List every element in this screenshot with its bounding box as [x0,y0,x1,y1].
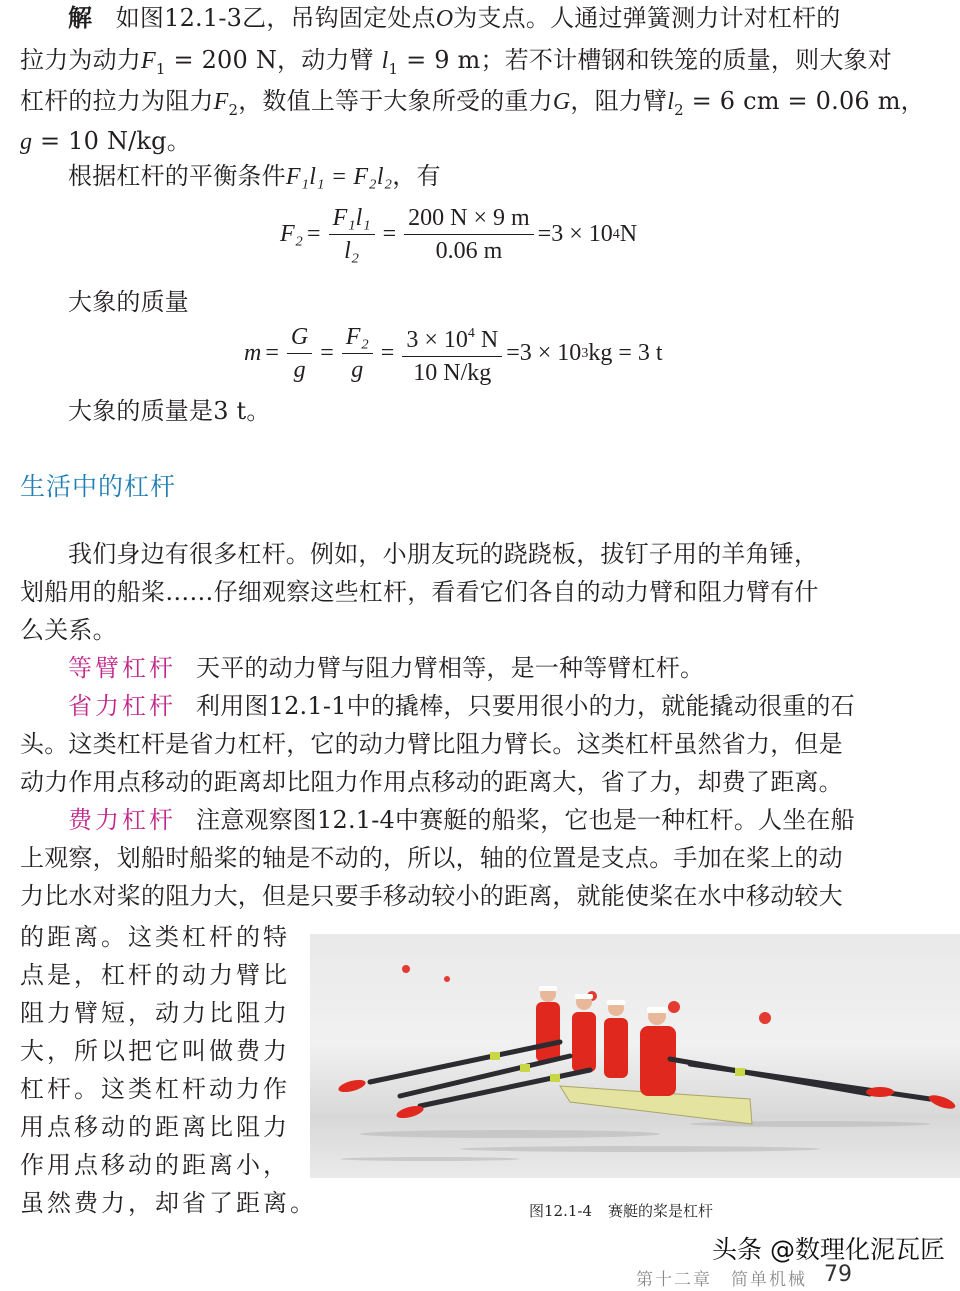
intro-line-3: 么关系。 [20,616,117,644]
rowing-boat-illustration [310,934,960,1178]
force-saving-line-1: 省力杠杆 利用图12.1-1中的撬棒，只要用很小的力，就能撬动很重的石 [68,692,855,720]
fraction: $\frac{\text{F₂}}{g}$ [342,323,373,384]
mass-conclusion: 大象的质量是3 t。 [68,397,271,425]
solution-label: 解 [68,3,93,32]
force-costing-line-1: 费力杠杆 注意观察图12.1-4中赛艇的船桨，它也是一种杠杆。人坐在船 [68,806,855,834]
rowing-photo [310,934,960,1178]
fraction: $\frac{G}{g}$ [287,323,312,384]
narrow-line-7: 作用点移动的距离小， [20,1151,290,1179]
balance-condition-line: 根据杠杆的平衡条件F₁l₁ = F₂l₂，有 [68,162,441,190]
intro-line-2: 划船用的船桨……仔细观察这些杠杆，看看它们各自的动力臂和阻力臂有什 [20,578,819,606]
chapter-footer: 第十二章 简单机械 [636,1270,807,1290]
section-heading: 生活中的杠杆 [20,472,177,501]
solution-line-4: g = 10 N/kg。 [20,127,191,155]
narrow-line-8: 虽然费力，却省了距离。 [20,1189,317,1217]
fraction: $\frac{200 N \times 9 m}{0.06 m}$ [404,204,534,265]
term-force-costing-lever: 费力杠杆 [68,806,176,834]
figure-number: 图12.1-4 [529,1202,593,1220]
formula-mass: m = $\frac{G}{g}$ = $\frac{\text{F₂}}{g}$ = $\frac{3 \times 10^4 N}{10 N/kg}$ =3 × 10 3 kg = 3 t [244,320,663,387]
force-costing-line-2: 上观察，划船时船桨的轴是不动的，所以，轴的位置是支点。手加在桨上的动 [20,844,843,872]
figure-caption [529,1200,713,1221]
term-equal-arm-lever: 等臂杠杆 [68,654,176,682]
figure-title: 赛艇的桨是杠杆 [608,1202,714,1220]
narrow-line-6: 用点移动的距离比阻力 [20,1113,290,1141]
solution-line-1: 解 如图12.1-3乙，吊钩固定处点O为支点。人通过弹簧测力计对杠杆的 [68,3,841,32]
narrow-line-3: 阻力臂短，动力比阻力 [20,999,290,1027]
narrow-line-5: 杠杆。这类杠杆动力作 [20,1075,290,1103]
solution-line-3: 杠杆的拉力为阻力$F_2$，数值上等于大象所受的重力G，阻力臂$l_2 = 6$ cm = 0.06 m， [20,87,925,119]
solution-line-2: 拉力为动力$F_1 = 200$ N，动力臂 $l_1 = 9$ m；若不计槽钢和铁笼的质量，则大象对 [20,46,892,78]
equal-arm-lever-paragraph: 等臂杠杆 天平的动力臂与阻力臂相等，是一种等臂杠杆。 [68,654,705,682]
term-force-saving-lever: 省力杠杆 [68,692,176,720]
page-number: 79 [824,1262,852,1287]
narrow-line-2: 点是，杠杆的动力臂比 [20,961,290,989]
narrow-line-1: 的距离。这类杠杆的特 [20,923,290,951]
intro-line-1: 我们身边有很多杠杆。例如，小朋友玩的跷跷板，拔钉子用的羊角锤， [68,540,819,568]
fraction: $\frac{3 \times 10^4 N}{10 N/kg}$ [402,320,502,387]
force-saving-line-2: 头。这类杠杆是省力杠杆，它的动力臂比阻力臂长。这类杠杆虽然省力，但是 [20,730,843,758]
formula-force: F₂ = $\frac{\text{F₁l₁}}{\text{l₂}}$ = $\frac{200 N \times 9 m}{0.06 m}$ =3 × 10 4 N [280,205,638,264]
force-saving-line-3: 动力作用点移动的距离却比阻力作用点移动的距离大，省了力，却费了距离。 [20,768,843,796]
mass-intro: 大象的质量 [68,288,189,316]
watermark: 头条 @数理化泥瓦匠 [712,1235,945,1264]
force-costing-line-3: 力比水对桨的阻力大，但是只要手移动较小的距离，就能使桨在水中移动较大 [20,882,843,910]
narrow-line-4: 大，所以把它叫做费力 [20,1037,290,1065]
fraction: $\frac{\text{F₁l₁}}{\text{l₂}}$ [329,204,375,265]
